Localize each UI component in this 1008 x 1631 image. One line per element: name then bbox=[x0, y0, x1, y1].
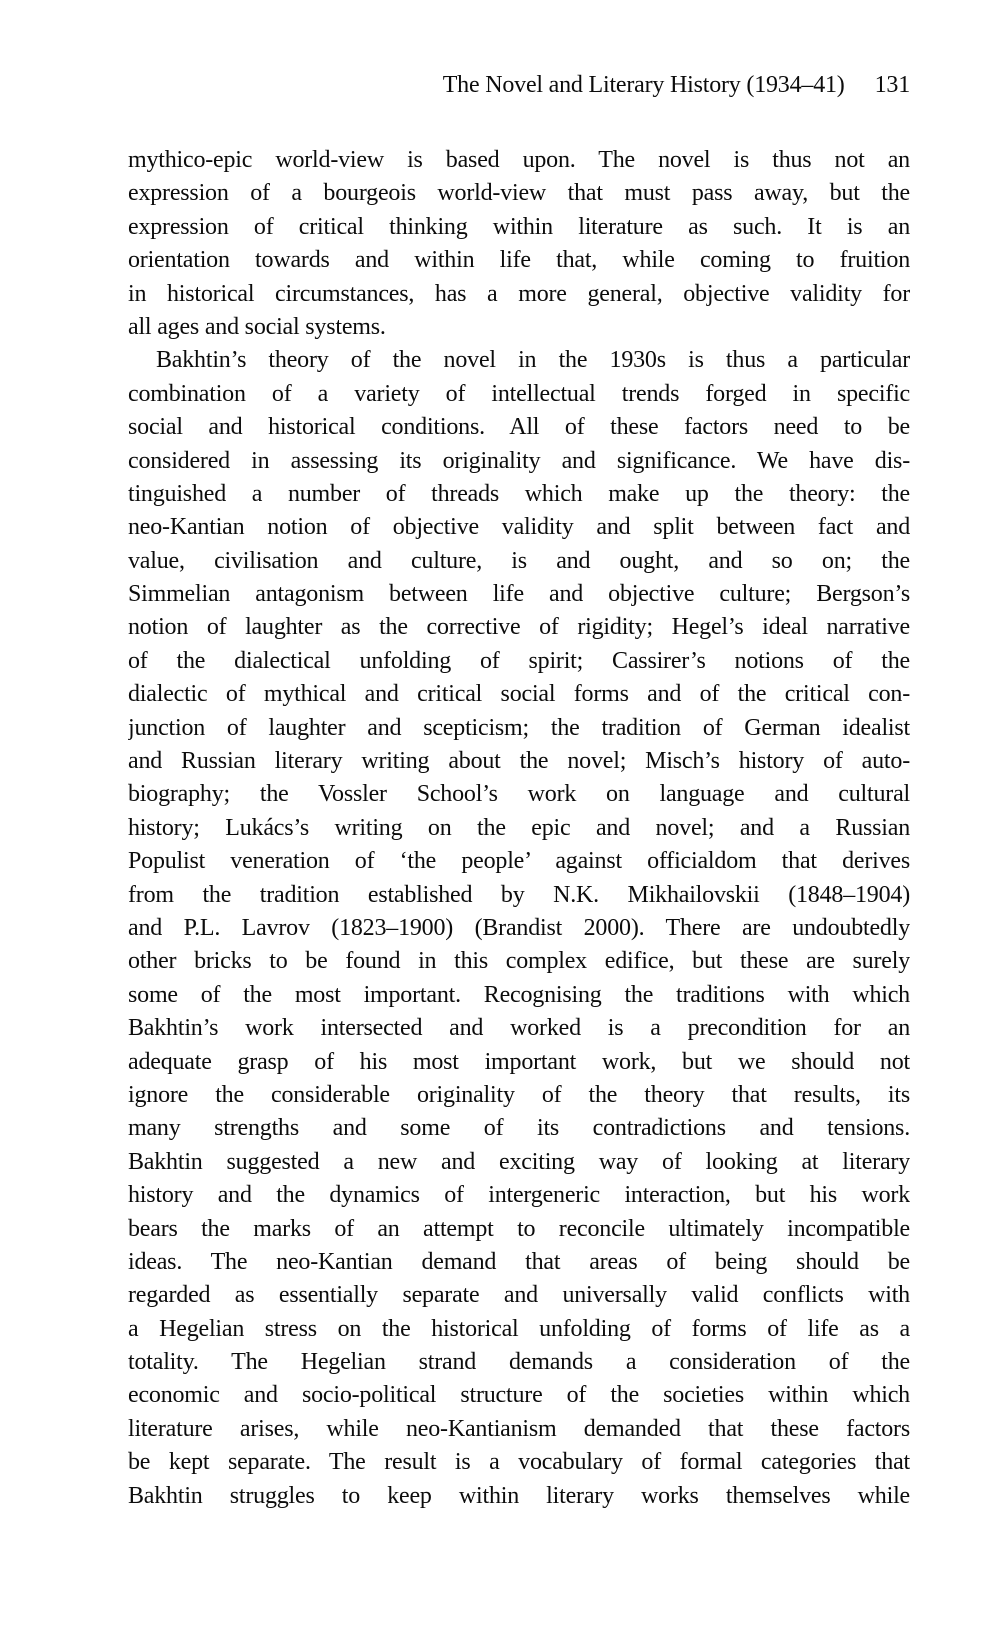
text-line: ideas. The neo-Kantian demand that areas of being should be bbox=[128, 1248, 910, 1275]
text-line: Bakhtin struggles to keep within literary works themselves while bbox=[128, 1482, 910, 1509]
text-line: many strengths and some of its contradictions and tensions. bbox=[128, 1115, 910, 1142]
text-line: history; Lukács’s writing on the epic and novel; and a Russian bbox=[128, 814, 910, 841]
text-line: ignore the considerable originality of the theory that results, its bbox=[128, 1081, 910, 1108]
text-line: from the tradition established by N.K. Mikhailovskii (1848–1904) bbox=[128, 881, 910, 908]
text-line: dialectic of mythical and critical social forms and of the critical con- bbox=[128, 681, 910, 708]
text-line: regarded as essentially separate and universally valid conflicts with bbox=[128, 1282, 910, 1309]
text-line: history and the dynamics of intergeneric interaction, but his work bbox=[128, 1182, 910, 1209]
paragraph bbox=[128, 344, 910, 1513]
text-line: expression of critical thinking within literature as such. It is an bbox=[128, 213, 910, 240]
text-line: other bricks to be found in this complex edifice, but these are surely bbox=[128, 948, 910, 975]
text-line: orientation towards and within life that, while coming to fruition bbox=[128, 247, 910, 274]
text-line: totality. The Hegelian strand demands a consideration of the bbox=[128, 1349, 910, 1376]
text-line: Bakhtin’s theory of the novel in the 1930s is thus a particular bbox=[156, 347, 910, 374]
text-line: combination of a variety of intellectual trends forged in specific bbox=[128, 380, 910, 407]
text-line: be kept separate. The result is a vocabulary of formal categories that bbox=[128, 1449, 910, 1476]
text-line: Simmelian antagonism between life and objective culture; Bergson’s bbox=[128, 581, 910, 608]
text-line: neo-Kantian notion of objective validity and split between fact and bbox=[128, 514, 910, 541]
text-line: Populist veneration of ‘the people’ against officialdom that derives bbox=[128, 848, 910, 875]
text-line: all ages and social systems. bbox=[128, 313, 386, 340]
text-line: notion of laughter as the corrective of rigidity; Hegel’s ideal narrative bbox=[128, 614, 910, 641]
text-line: economic and socio-political structure of the societies within which bbox=[128, 1382, 910, 1409]
text-line: and Russian literary writing about the novel; Misch’s history of auto- bbox=[128, 748, 910, 775]
text-line: mythico-epic world-view is based upon. The novel is thus not an bbox=[128, 147, 910, 173]
text-line: tinguished a number of threads which make up the theory: the bbox=[128, 480, 910, 507]
text-line: adequate grasp of his most important work, but we should not bbox=[128, 1048, 910, 1075]
text-line: expression of a bourgeois world-view that must pass away, but the bbox=[128, 180, 910, 207]
text-line: Bakhtin’s work intersected and worked is a precondition for an bbox=[128, 1015, 910, 1042]
text-line: some of the most important. Recognising the traditions with which bbox=[128, 981, 910, 1008]
text-line: social and historical conditions. All of these factors need to be bbox=[128, 414, 910, 441]
paragraph bbox=[128, 144, 910, 344]
page-body bbox=[128, 144, 910, 1513]
text-line: considered in assessing its originality and significance. We have dis- bbox=[128, 447, 910, 474]
text-line: junction of laughter and scepticism; the tradition of German idealist bbox=[128, 714, 910, 741]
text-line: Bakhtin suggested a new and exciting way of looking at literary bbox=[128, 1148, 910, 1175]
running-header bbox=[128, 72, 910, 99]
text-line: biography; the Vossler School’s work on language and cultural bbox=[128, 781, 910, 808]
text-line: literature arises, while neo-Kantianism demanded that these factors bbox=[128, 1415, 910, 1442]
text-line: and P.L. Lavrov (1823–1900) (Brandist 2000). There are undoubtedly bbox=[128, 914, 910, 941]
text-line: a Hegelian stress on the historical unfolding of forms of life as a bbox=[128, 1315, 910, 1342]
text-line: bears the marks of an attempt to reconcile ultimately incompatible bbox=[128, 1215, 910, 1242]
text-line: in historical circumstances, has a more general, objective validity for bbox=[128, 280, 910, 307]
text-line: of the dialectical unfolding of spirit; Cassirer’s notions of the bbox=[128, 647, 910, 674]
page-number: 131 bbox=[874, 72, 910, 98]
running-header-title: The Novel and Literary History (1934–41) bbox=[442, 72, 845, 98]
text-line: value, civilisation and culture, is and ought, and so on; the bbox=[128, 547, 910, 574]
